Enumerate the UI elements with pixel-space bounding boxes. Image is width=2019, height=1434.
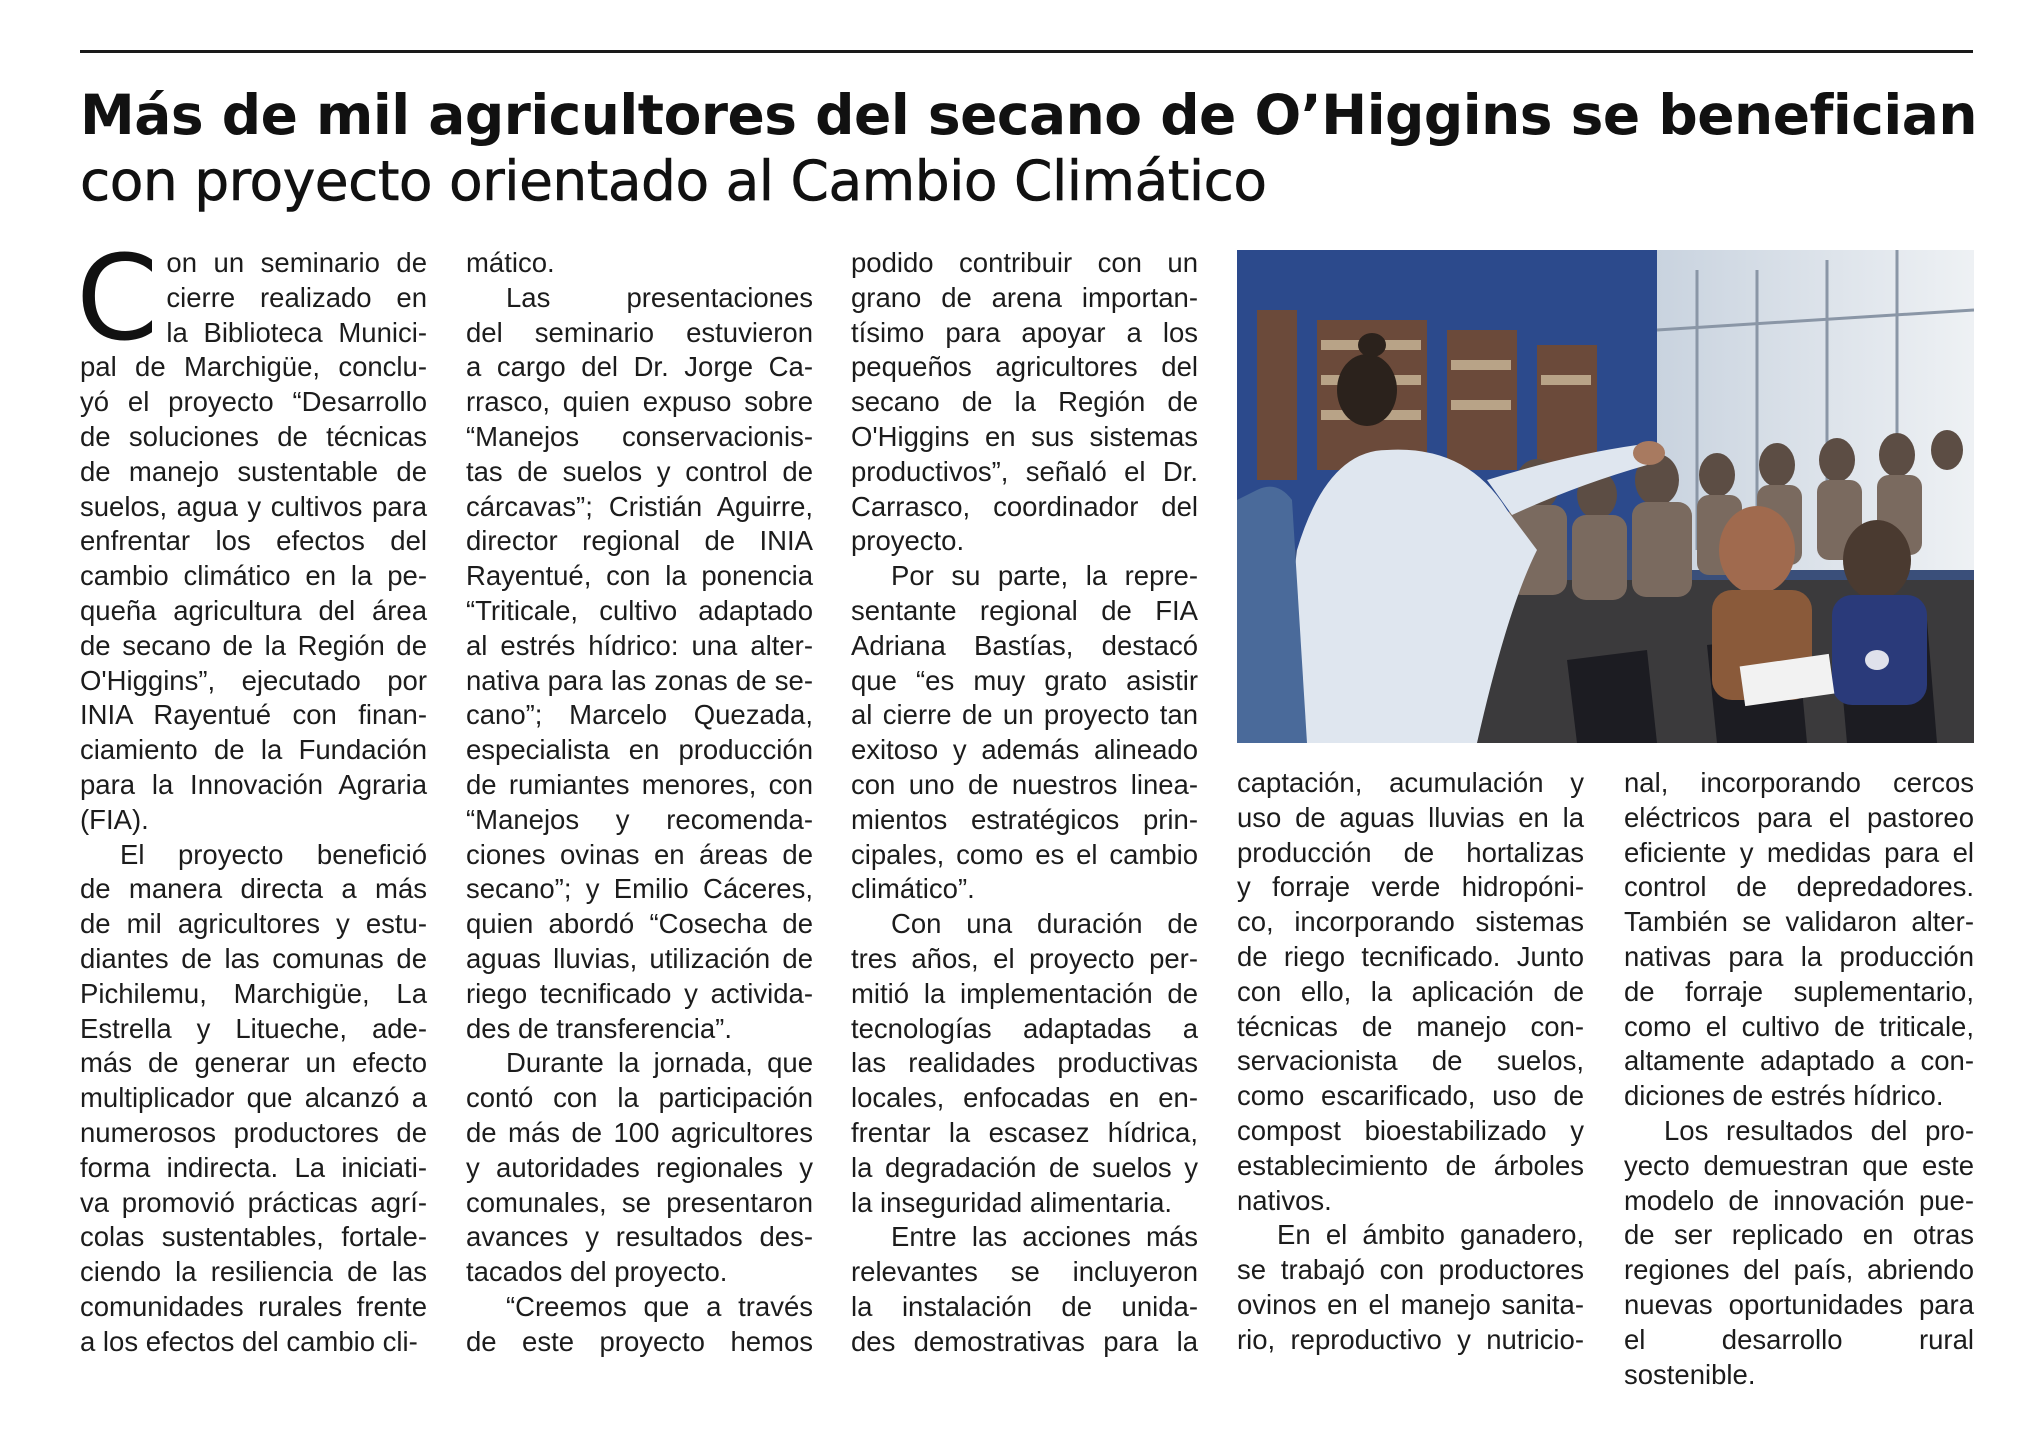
text-line: a los efectos del cambio cli-	[80, 1325, 418, 1357]
seminar-photo-icon	[1237, 250, 1974, 743]
text-line: con ello, la aplicación de	[1237, 975, 1584, 1007]
paragraph-2	[1237, 1218, 1584, 1357]
text-line: des demostrativas para la	[851, 1325, 1198, 1357]
text-line: O'Higgins en sus sistemas	[851, 420, 1198, 452]
text-line: altamente adaptado a con-	[1624, 1045, 1974, 1077]
text-line: cárcavas”; Cristián Aguirre,	[466, 490, 813, 522]
text-line: productivos”, señaló el Dr.	[851, 455, 1198, 487]
column-5	[1624, 766, 1974, 1392]
text-line: captación, acumulación y	[1237, 767, 1584, 798]
text-line: pequeños agricultores del	[851, 351, 1198, 383]
column-2	[466, 246, 813, 1360]
text-line: de rumiantes menores, con	[466, 768, 813, 800]
text-line: la Biblioteca Munici-	[166, 316, 427, 348]
paragraph-4	[851, 1220, 1198, 1359]
column-1	[76, 229, 427, 1360]
text-line: como escarificado, uso de	[1237, 1080, 1584, 1112]
text-line: eficiente y medidas para el	[1624, 836, 1974, 868]
text-line: avances y resultados des-	[466, 1221, 813, 1253]
text-line: Estrella y Litueche, ade-	[80, 1012, 427, 1044]
text-line: de riego tecnificado. Junto	[1237, 940, 1584, 972]
text-line: regiones del país, abriendo	[1624, 1254, 1974, 1286]
text-line: climático”.	[851, 873, 975, 905]
column-3	[851, 246, 1198, 1360]
text-line: Carrasco, coordinador del	[851, 490, 1198, 522]
text-line: con uno de nuestros linea-	[851, 768, 1198, 800]
paragraph-3	[466, 1046, 813, 1290]
text-line: “Triticale, cultivo adaptado	[466, 594, 813, 626]
paragraph-2	[851, 559, 1198, 907]
text-line: (FIA).	[80, 803, 149, 835]
text-line: diciones de estrés hídrico.	[1624, 1080, 1944, 1112]
paragraph-1	[466, 246, 813, 281]
text-line: Las presentaciones	[506, 281, 813, 313]
text-line: producción de hortalizas	[1237, 836, 1584, 868]
text-line: grano de arena importan-	[851, 281, 1198, 313]
text-line: tas de suelos y control de	[466, 455, 813, 487]
text-line: director regional de INIA	[466, 525, 813, 557]
text-line: “Manejos y recomenda-	[466, 803, 813, 835]
text-line: mitió la implementación de	[851, 977, 1198, 1009]
text-line: quien abordó “Cosecha de	[466, 908, 813, 940]
text-line: el desarrollo rural sostenible.	[1624, 1323, 1974, 1390]
paragraph-1	[1237, 766, 1584, 1218]
text-line: secano de la Región de	[851, 386, 1198, 418]
text-line: ciamiento de la Fundación	[80, 734, 427, 766]
text-line: queña agricultura del área	[80, 594, 427, 626]
text-line: a cargo del Dr. Jorge Ca-	[466, 351, 813, 383]
text-line: co, incorporando sistemas	[1237, 906, 1584, 938]
text-line: yecto demuestran que este	[1624, 1149, 1974, 1181]
text-line: Durante la jornada, que	[506, 1047, 813, 1079]
text-line: nuevas oportunidades para	[1624, 1288, 1974, 1320]
text-line: para la Innovación Agraria	[80, 768, 427, 800]
top-rule	[80, 50, 1973, 53]
text-line: on un seminario de	[166, 247, 427, 278]
seminar-photo	[1237, 250, 1974, 743]
headline-line-2: con proyecto orientado al Cambio Climático	[80, 149, 1267, 213]
text-line: modelo de innovación pue-	[1624, 1184, 1974, 1216]
text-line: sentante regional de FIA	[851, 594, 1198, 626]
text-line: uso de aguas lluvias en la	[1237, 801, 1584, 833]
text-line: de forraje suplementario,	[1624, 975, 1974, 1007]
text-line: compost bioestabilizado y	[1237, 1114, 1584, 1146]
text-line: pal de Marchigüe, conclu-	[80, 351, 427, 383]
text-line: y autoridades regionales y	[466, 1151, 813, 1183]
text-line: Los resultados del pro-	[1664, 1114, 1974, 1146]
text-line: Por su parte, la repre-	[891, 560, 1198, 592]
text-line: tecnologías adaptadas a	[851, 1012, 1198, 1044]
text-line: que “es muy grato asistir	[851, 664, 1198, 696]
text-line: locales, enfocadas en en-	[851, 1082, 1198, 1114]
text-line: se trabajó con productores	[1237, 1254, 1584, 1286]
text-line: exitoso y además alineado	[851, 734, 1198, 766]
text-line: El proyecto benefició	[120, 838, 427, 870]
text-line: de secano de la Región de	[80, 629, 427, 661]
text-line: al cierre de un proyecto tan	[851, 699, 1198, 731]
text-line: ciendo la resiliencia de las	[80, 1256, 427, 1288]
text-line: forma indirecta. La iniciati-	[80, 1151, 427, 1183]
text-line: colas sustentables, fortale-	[80, 1221, 427, 1253]
text-line: especialista en producción	[466, 734, 813, 766]
text-line: multiplicador que alcanzó a	[80, 1082, 427, 1114]
text-line: servacionista de suelos,	[1237, 1045, 1584, 1077]
text-line: frentar la escasez hídrica,	[851, 1116, 1198, 1148]
paragraph-1	[1624, 766, 1974, 1114]
text-line: tísimo para apoyar a los	[851, 316, 1198, 348]
text-line: También se validaron alter-	[1624, 906, 1974, 938]
text-line: la instalación de unida-	[851, 1290, 1198, 1322]
text-line: nativos.	[1237, 1184, 1332, 1216]
text-line: cipales, como es el cambio	[851, 838, 1198, 870]
column-4	[1237, 766, 1584, 1358]
text-line: riego tecnificado y activida-	[466, 977, 813, 1009]
text-line: comunidades rurales frente	[80, 1290, 427, 1322]
text-line: Entre las acciones más	[891, 1221, 1198, 1253]
text-line: va promovió prácticas agrí-	[80, 1186, 427, 1218]
text-line: relevantes se incluyeron	[851, 1256, 1198, 1288]
paragraph-2	[466, 281, 813, 1047]
text-line: cambio climático en la pe-	[80, 560, 427, 592]
text-line: secano”; y Emilio Cáceres,	[466, 873, 813, 905]
text-line: tres años, el proyecto per-	[851, 942, 1198, 974]
text-line: de soluciones de técnicas	[80, 420, 427, 452]
text-line: numerosos productores de	[80, 1116, 427, 1148]
text-line: mientos estratégicos prin-	[851, 803, 1198, 835]
text-line: nativa para las zonas de se-	[466, 664, 813, 696]
text-line: O'Higgins”, ejecutado por	[80, 664, 427, 696]
text-line: de manera directa a más	[80, 873, 427, 905]
text-line: la degradación de suelos y	[851, 1151, 1198, 1183]
text-line: la inseguridad alimentaria.	[851, 1186, 1173, 1218]
text-line: “Creemos que a través	[506, 1290, 813, 1322]
paragraph-3	[851, 907, 1198, 1220]
text-line: nal, incorporando cercos	[1624, 767, 1974, 798]
text-line: de más de 100 agricultores	[466, 1116, 813, 1148]
text-line: diantes de las comunas de	[80, 942, 427, 974]
text-line: del seminario estuvieron	[466, 316, 813, 348]
headline-line-1: Más de mil agricultores del secano de O’Higgins se benefician	[80, 83, 1977, 147]
paragraph-1	[851, 246, 1198, 559]
text-line: las realidades productivas	[851, 1047, 1198, 1079]
text-line: ciones ovinas en áreas de	[466, 838, 813, 870]
text-line: como el cultivo de triticale,	[1624, 1010, 1974, 1042]
text-line: nativas para la producción	[1624, 940, 1974, 972]
text-line: aguas lluvias, utilización de	[466, 942, 813, 974]
text-line: enfrentar los efectos del	[80, 525, 427, 557]
text-line: Rayentué, con la ponencia	[466, 560, 813, 592]
text-line: técnicas de manejo con-	[1237, 1010, 1584, 1042]
text-line: Pichilemu, Marchigüe, La	[80, 977, 427, 1009]
text-line: comunales, se presentaron	[466, 1186, 813, 1218]
text-line: ovinos en el manejo sanita-	[1237, 1288, 1584, 1320]
text-line: rrasco, quien expuso sobre	[466, 386, 813, 418]
text-line: de mil agricultores y estu-	[80, 908, 427, 940]
paragraph-2	[1624, 1114, 1974, 1392]
text-line: Adriana Bastías, destacó	[851, 629, 1198, 661]
text-line: de manejo sustentable de	[80, 455, 427, 487]
headline	[80, 82, 1977, 214]
text-line: tacados del proyecto.	[466, 1256, 728, 1288]
text-line: de este proyecto hemos	[466, 1325, 813, 1357]
text-line: podido contribuir con un	[851, 247, 1198, 278]
text-line: establecimiento de árboles	[1237, 1149, 1584, 1181]
text-line: y forraje verde hidropóni-	[1237, 871, 1584, 903]
text-line: cano”; Marcelo Quezada,	[466, 699, 813, 731]
text-line: rio, reproductivo y nutricio-	[1237, 1323, 1584, 1355]
text-line: de ser replicado en otras	[1624, 1219, 1974, 1251]
paragraph-4	[466, 1290, 813, 1360]
text-line: al estrés hídrico: una alter-	[466, 629, 813, 661]
text-line: eléctricos para el pastoreo	[1624, 801, 1974, 833]
paragraph-2	[80, 838, 427, 1360]
text-line: control de depredadores.	[1624, 871, 1974, 903]
text-line: des de transferencia”.	[466, 1012, 732, 1044]
text-line: “Manejos conservacionis-	[466, 420, 813, 452]
text-line: En el ámbito ganadero,	[1277, 1219, 1584, 1251]
text-line: INIA Rayentué con finan-	[80, 699, 427, 731]
text-line: yó el proyecto “Desarrollo	[80, 386, 427, 418]
drop-cap: C	[76, 229, 159, 367]
text-line: contó con la participación	[466, 1082, 813, 1114]
text-line: mático.	[466, 247, 555, 278]
text-line: suelos, agua y cultivos para	[80, 490, 427, 522]
text-line: cierre realizado en	[166, 281, 427, 313]
text-line: proyecto.	[851, 525, 965, 557]
text-line: Con una duración de	[891, 908, 1198, 940]
text-line: más de generar un efecto	[80, 1047, 427, 1079]
